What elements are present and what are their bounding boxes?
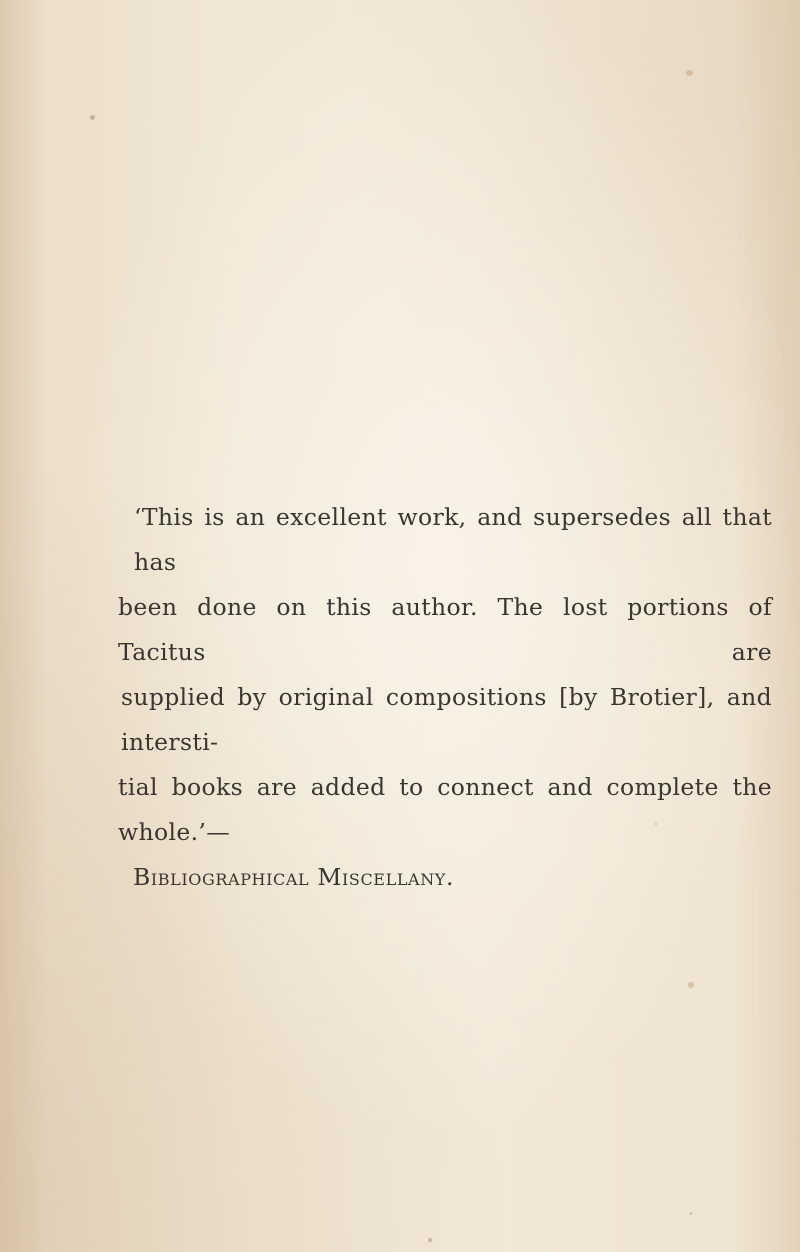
quote-line: supplied by original compositions [by Brotier], and intersti- [121, 683, 772, 756]
paper-speck [690, 1212, 692, 1215]
paper-speck [688, 982, 694, 988]
paper-speck [428, 1238, 432, 1242]
quotation-block [112, 495, 772, 900]
quote-line: tial books are added to connect and complete the whole.’— [118, 773, 772, 846]
quote-line: ‘This is an excellent work, and supersedes all that has [134, 503, 772, 576]
paper-speck [90, 115, 95, 120]
paper-speck [686, 70, 693, 76]
quote-source: Bibliographical Miscellany. [133, 863, 455, 891]
quote-line: been done on this author. The lost portions of Tacitus are [118, 593, 772, 666]
